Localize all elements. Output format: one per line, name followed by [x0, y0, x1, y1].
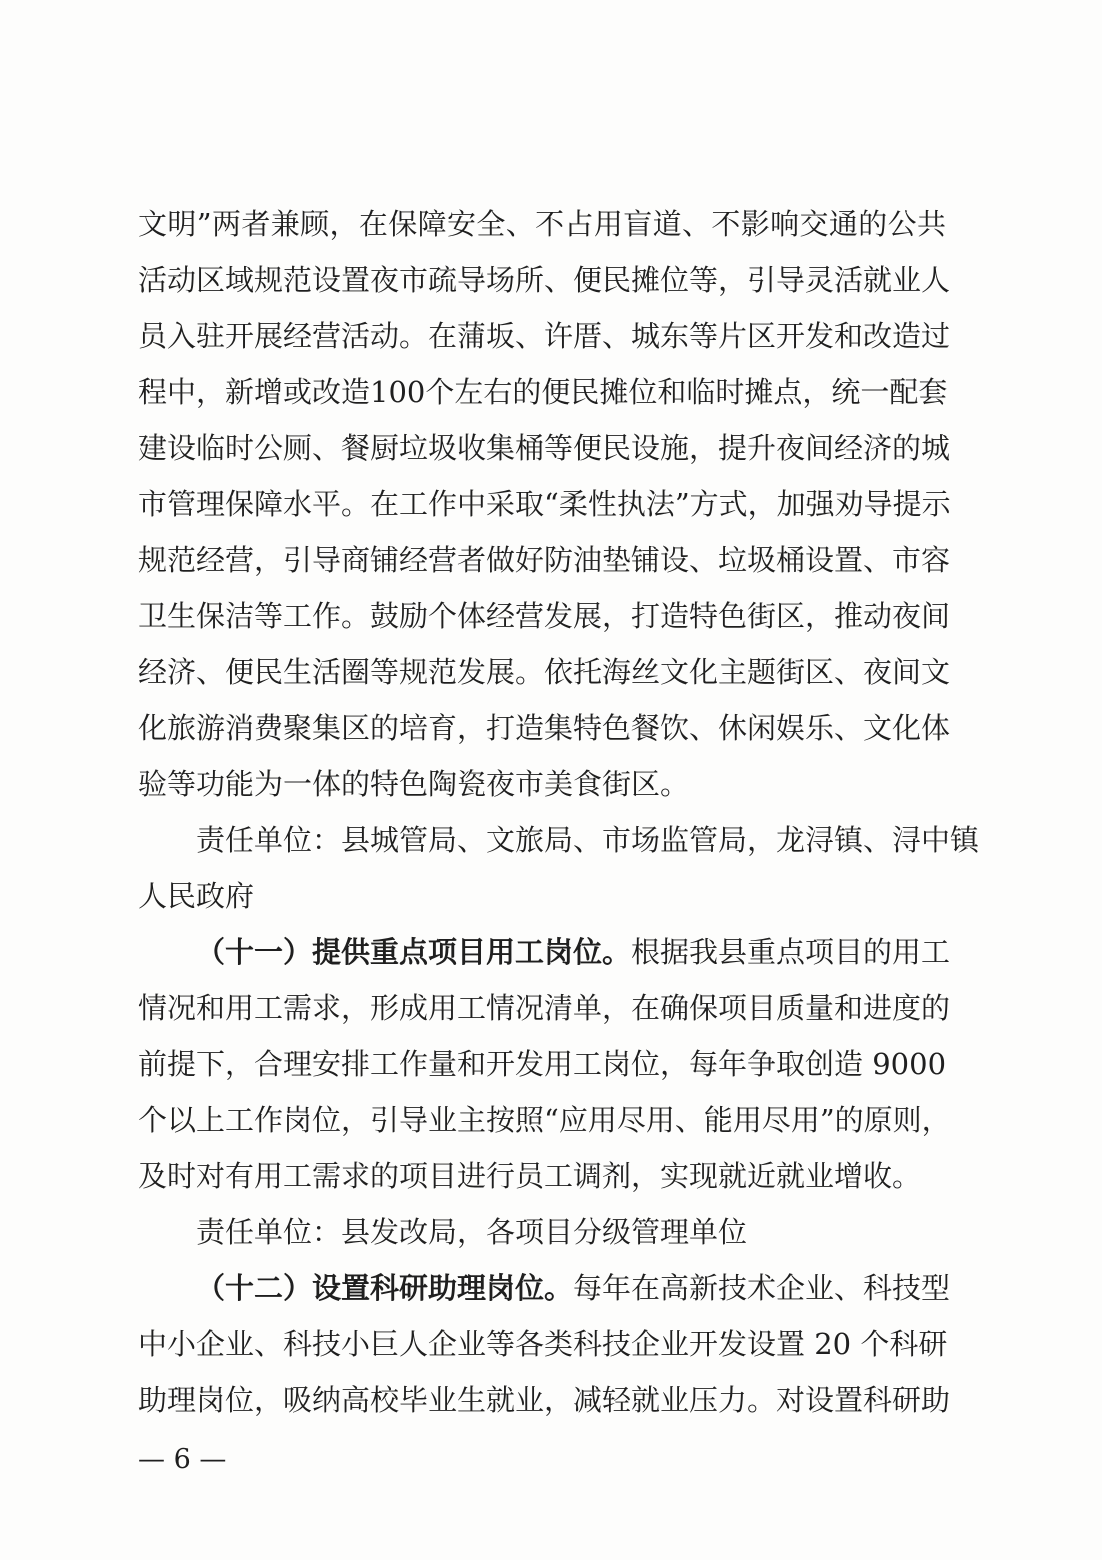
paragraph-line: 程中，新增或改造100个左右的便民摊位和临时摊点，统一配套: [138, 375, 948, 409]
paragraph-line: 化旅游消费聚集区的培育，打造集特色餐饮、休闲娱乐、文化体: [138, 711, 951, 745]
section-11-text: 根据我县重点项目的用工: [631, 935, 951, 969]
paragraph-line: 中小企业、科技小巨人企业等各类科技企业开发设置 20 个科研: [138, 1327, 948, 1361]
responsibility-line: 责任单位：县城管局、文旅局、市场监管局，龙浔镇、浔中镇: [196, 823, 980, 857]
paragraph-line: 情况和用工需求，形成用工情况清单，在确保项目质量和进度的: [138, 991, 951, 1025]
paragraph-line: 员入驻开展经营活动。在蒲坂、许厝、城东等片区开发和改造过: [138, 319, 951, 353]
responsibility-line: 人民政府: [138, 879, 255, 913]
paragraph-line: 及时对有用工需求的项目进行员工调剂，实现就近就业增收。: [138, 1159, 922, 1193]
section-12-heading: （十二）设置科研助理岗位。: [196, 1271, 574, 1305]
section-12-first-line: [138, 1260, 951, 1316]
paragraph-line: 市管理保障水平。在工作中采取“柔性执法”方式，加强劝导提示: [138, 487, 951, 521]
paragraph-line: 活动区域规范设置夜市疏导场所、便民摊位等，引导灵活就业人: [138, 263, 951, 297]
body-text: [138, 196, 980, 1428]
section-11-heading: （十一）提供重点项目用工岗位。: [196, 935, 632, 969]
paragraph-line: 规范经营，引导商铺经营者做好防油垫铺设、垃圾桶设置、市容: [138, 543, 951, 577]
page-number: — 6 —: [138, 1444, 227, 1475]
responsibility-line: 责任单位：县发改局，各项目分级管理单位: [196, 1215, 748, 1249]
paragraph-line: 经济、便民生活圈等规范发展。依托海丝文化主题街区、夜间文: [138, 655, 951, 689]
paragraph-line: 前提下，合理安排工作量和开发用工岗位，每年争取创造 9000: [138, 1047, 947, 1081]
paragraph-line: 个以上工作岗位，引导业主按照“应用尽用、能用尽用”的原则，: [138, 1103, 951, 1137]
section-12-text: 每年在高新技术企业、科技型: [573, 1271, 951, 1305]
section-11-first-line: [138, 924, 951, 980]
paragraph-line: 助理岗位，吸纳高校毕业生就业，减轻就业压力。对设置科研助: [138, 1383, 951, 1417]
paragraph-line: 文明”两者兼顾，在保障安全、不占用盲道、不影响交通的公共: [138, 207, 946, 241]
paragraph-line: 建设临时公厕、餐厨垃圾收集桶等便民设施，提升夜间经济的城: [138, 431, 951, 465]
paragraph-line: 验等功能为一体的特色陶瓷夜市美食街区。: [138, 767, 690, 801]
paragraph-line: 卫生保洁等工作。鼓励个体经营发展，打造特色街区，推动夜间: [138, 599, 951, 633]
